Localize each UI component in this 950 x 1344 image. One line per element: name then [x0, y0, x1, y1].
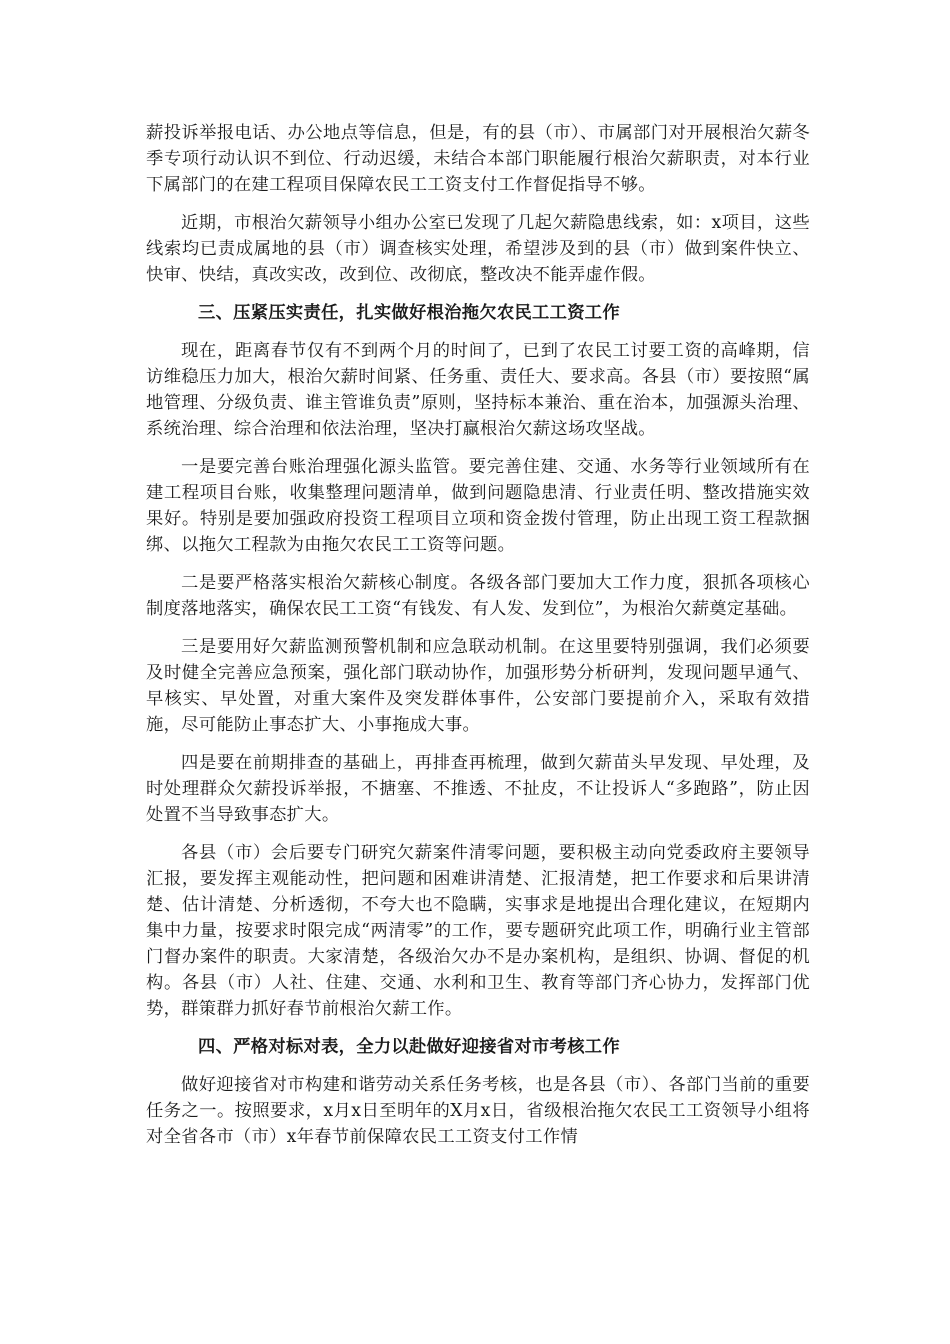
paragraph-1: 薪投诉举报电话、办公地点等信息，但是，有的县（市）、市属部门对开展根治欠薪冬季专项行动认识不到位、行动迟缓，未结合本部门职能履行根治欠薪职责，对本行业下属部门的在建工程项目保障农民工工资支付工作督促指导不够。 [146, 123, 810, 195]
paragraph-10: 做好迎接省对市构建和谐劳动关系任务考核，也是各县（市）、各部门当前的重要任务之一。按照要求，x月x日至明年的X月x日，省级根治拖欠农民工工资领导小组将对全省各市（市）x年春节前保障农民工工资支付工作情 [146, 1075, 810, 1147]
paragraph-9: 各县（市）会后要专门研究欠薪案件清零问题，要积极主动向党委政府主要领导汇报，要发挥主观能动性，把问题和困难讲清楚、汇报清楚，把工作要求和后果讲清楚、估计清楚、分析透彻，不夸大也不隐瞒，实事求是地提出合理化建议，在短期内集中力量，按要求时限完成“两清零”的工作，要专题研究此项工作，明确行业主管部门督办案件的职责。大家清楚，各级治欠办不是办案机构，是组织、协调、督促的机构。各县（市）人社、住建、交通、水利和卫生、教育等部门齐心协力，发挥部门优势，群策群力抓好春节前根治欠薪工作。 [146, 843, 810, 1019]
paragraph-2: 近期，市根治欠薪领导小组办公室已发现了几起欠薪隐患线索，如：x项目，这些线索均已责成属地的县（市）调查核实处理，希望涉及到的县（市）做到案件快立、快审、快结，真改实改，改到位、改彻底，整改决不能弄虚作假。 [146, 213, 810, 285]
paragraph-8: 四是要在前期排查的基础上，再排查再梳理，做到欠薪苗头早发现、早处理，及时处理群众欠薪投诉举报，不搪塞、不推透、不扯皮，不让投诉人“多跑路”，防止因处置不当导致事态扩大。 [146, 753, 810, 825]
section-heading-4: 四、严格对标对表，全力以赴做好迎接省对市考核工作 [198, 1037, 620, 1057]
paragraph-7: 三是要用好欠薪监测预警机制和应急联动机制。在这里要特别强调，我们必须要及时健全完善应急预案，强化部门联动协作，加强形势分析研判，发现问题早通气、早核实、早处置，对重大案件及突发群体事件，公安部门要提前介入，采取有效措施，尽可能防止事态扩大、小事拖成大事。 [146, 637, 810, 735]
paragraph-6: 二是要严格落实根治欠薪核心制度。各级各部门要加大工作力度，狠抓各项核心制度落地落实，确保农民工工资“有钱发、有人发、发到位”，为根治欠薪奠定基础。 [146, 573, 810, 619]
paragraph-4: 现在，距离春节仅有不到两个月的时间了，已到了农民工讨要工资的高峰期，信访维稳压力加大，根治欠薪时间紧、任务重、责任大、要求高。各县（市）要按照“属地管理、分级负责、谁主管谁负责”原则，坚持标本兼治、重在治本，加强源头治理、系统治理、综合治理和依法治理，坚决打赢根治欠薪这场攻坚战。 [146, 341, 810, 439]
paragraph-5: 一是要完善台账治理强化源头监管。要完善住建、交通、水务等行业领域所有在建工程项目台账，收集整理问题清单，做到问题隐患清、行业责任明、整改措施实效果好。特别是要加强政府投资工程项目立项和资金拨付管理，防止出现工资工程款捆绑、以拖欠工程款为由拖欠农民工工资等问题。 [146, 457, 810, 555]
section-heading-3: 三、压紧压实责任，扎实做好根治拖欠农民工工资工作 [198, 303, 620, 323]
